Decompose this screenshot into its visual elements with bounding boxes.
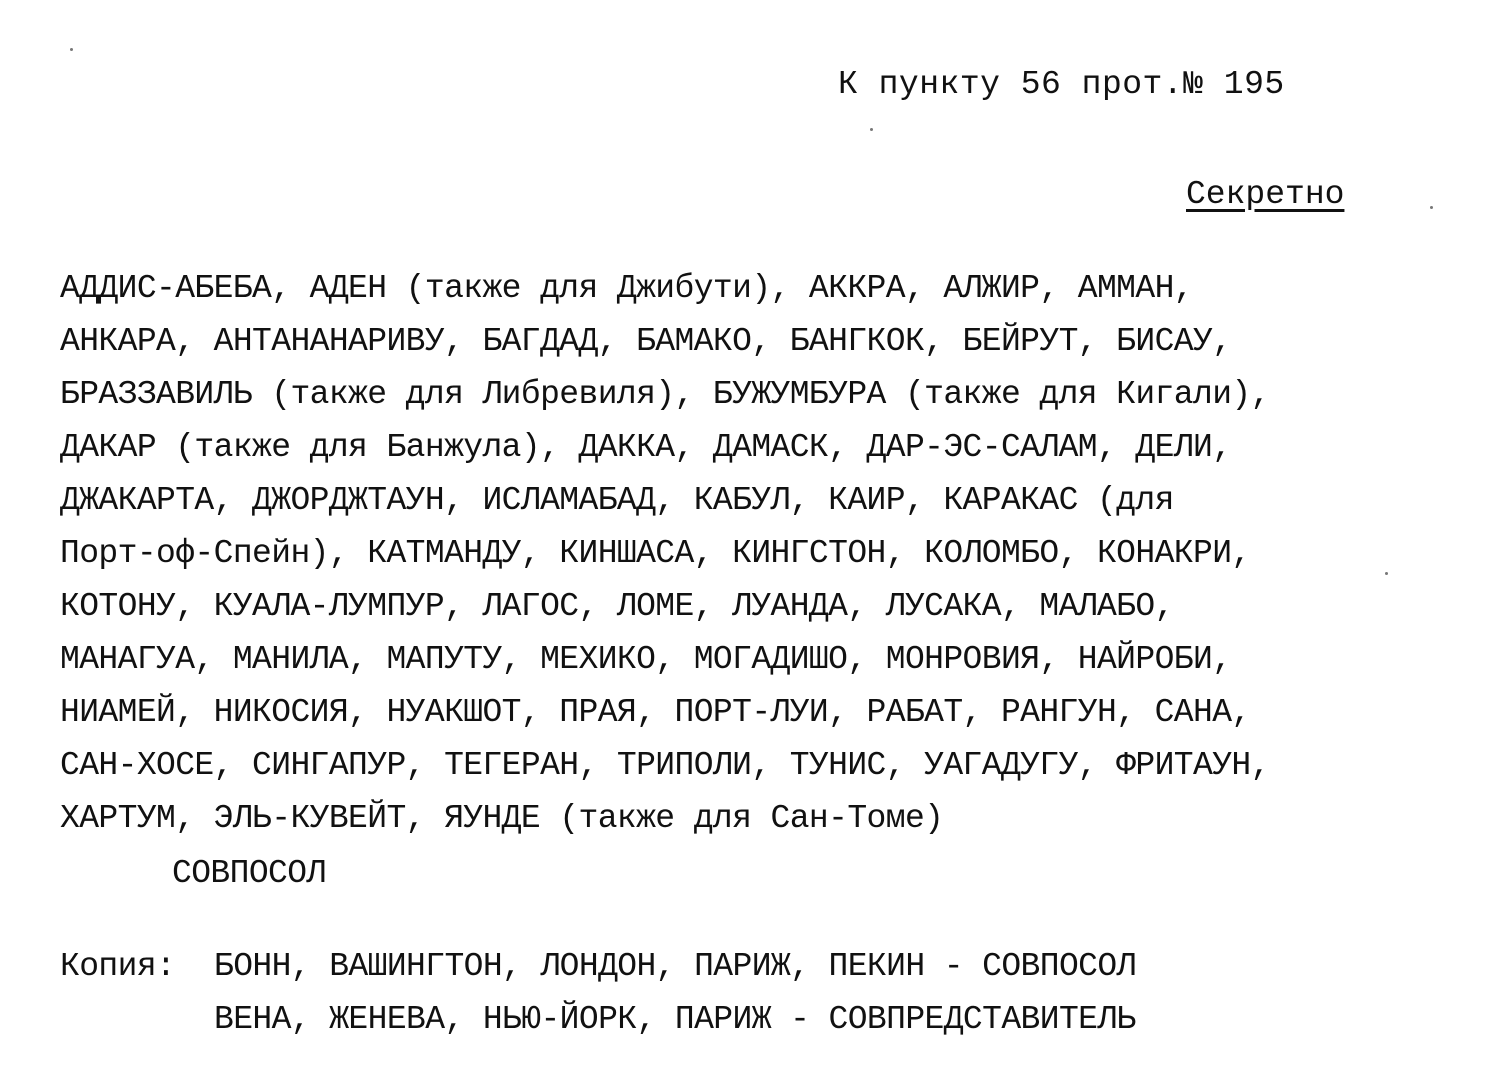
addressee-line: КОТОНУ, КУАЛА-ЛУМПУР, ЛАГОС, ЛОМЕ, ЛУАНДА, ЛУСАКА, МАЛАБО, — [60, 588, 1174, 625]
copies-label: Копия: — [60, 948, 176, 985]
copies-block — [60, 940, 1136, 1046]
scan-speck — [1385, 572, 1388, 575]
scan-speck — [870, 128, 873, 131]
addressee-line: ХАРТУМ, ЭЛЬ-КУВЕЙТ, ЯУНДЕ (также для Сан-Томе) — [60, 800, 944, 837]
protocol-reference: К пункту 56 прот.№ 195 — [838, 66, 1285, 103]
addressee-line: ДЖАКАРТА, ДЖОРДЖТАУН, ИСЛАМАБАД, КАБУЛ, КАИР, КАРАКАС (для — [60, 482, 1174, 519]
scan-speck — [70, 48, 73, 51]
addressee-line: БРАЗЗАВИЛЬ (также для Либревиля), БУЖУМБУРА (также для Кигали), — [60, 376, 1270, 413]
addressee-line: ДАКАР (также для Банжула), ДАККА, ДАМАСК, ДАР-ЭС-САЛАМ, ДЕЛИ, — [60, 429, 1232, 466]
copies-line-1: БОНН, ВАШИНГТОН, ЛОНДОН, ПАРИЖ, ПЕКИН - СОВПОСОЛ — [214, 948, 1136, 985]
addressee-line: НИАМЕЙ, НИКОСИЯ, НУАКШОТ, ПРАЯ, ПОРТ-ЛУИ, РАБАТ, РАНГУН, САНА, — [60, 694, 1251, 731]
signature: СОВПОСОЛ — [172, 855, 326, 892]
addressee-list — [60, 262, 1270, 845]
copies-row-2 — [60, 993, 1136, 1046]
addressee-line: Порт-оф-Спейн), КАТМАНДУ, КИНШАСА, КИНГСТОН, КОЛОМБО, КОНАКРИ, — [60, 535, 1251, 572]
copies-line-2: ВЕНА, ЖЕНЕВА, НЬЮ-ЙОРК, ПАРИЖ - СОВПРЕДСТАВИТЕЛЬ — [214, 1001, 1136, 1038]
addressee-line: МАНАГУА, МАНИЛА, МАПУТУ, МЕХИКО, МОГАДИШО, МОНРОВИЯ, НАЙРОБИ, — [60, 641, 1232, 678]
copies-row-1 — [60, 940, 1136, 993]
addressee-line: АДДИС-АБЕБА, АДЕН (также для Джибути), АККРА, АЛЖИР, АММАН, — [60, 270, 1193, 307]
addressee-line: АНКАРА, АНТАНАНАРИВУ, БАГДАД, БАМАКО, БАНГКОК, БЕЙРУТ, БИСАУ, — [60, 323, 1232, 360]
classification-mark: Секретно — [1186, 176, 1345, 213]
scan-speck — [1430, 206, 1433, 209]
addressee-line: САН-ХОСЕ, СИНГАПУР, ТЕГЕРАН, ТРИПОЛИ, ТУНИС, УАГАДУГУ, ФРИТАУН, — [60, 747, 1270, 784]
